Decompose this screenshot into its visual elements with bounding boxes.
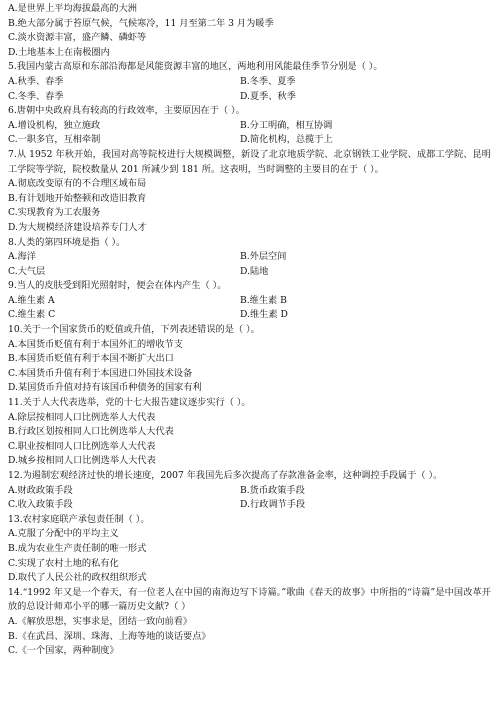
option-row [8, 308, 491, 323]
option-c: C.《一个国家，两种制度》 [8, 645, 119, 657]
option-c: C.维生素 C [8, 309, 56, 321]
option-d: D.行政调节手段 [240, 499, 306, 511]
option-a: A.增设机构，独立施政 [8, 119, 101, 131]
option-a: A.维生素 A [8, 294, 55, 306]
option-c: C.收入政策手段 [8, 499, 73, 511]
option-d: D.某国货币升值对持有该国币种债务的国家有利 [8, 382, 202, 394]
option-c: C.冬季、春季 [8, 90, 64, 102]
question-9 [8, 279, 491, 323]
option-row [8, 250, 491, 265]
question-10 [8, 323, 491, 396]
option-c: C.实现了农村土地的私有化 [8, 557, 119, 569]
option-a: A.秋季、春季 [8, 75, 64, 87]
question-stem: 13.农村家庭联产承包责任制（ ）。 [8, 513, 150, 525]
option-c: C.职业按相同人口比例选举人大代表 [8, 440, 156, 452]
option-row [8, 133, 491, 148]
option-b: B.有计划地开始整顿和改造旧教育 [8, 192, 147, 204]
option-b: B.货币政策手段 [240, 484, 305, 496]
question-stem: 7.从 1952 年秋开始，我国对高等院校进行大规模调整，新设了北京地质学院、北京钢铁工业学院、成都工学院、昆明工学院等学院，院校数量从 201 所减少到 181 所。这表明，当时调整的主要目的在于（ ）。 [8, 148, 491, 175]
option-a: A.克服了分配中的平均主义 [8, 528, 119, 540]
option-b: B.行政区划按相同人口比例选举人大代表 [8, 426, 174, 438]
option-row [8, 75, 491, 90]
question-11 [8, 396, 491, 469]
option-d: D.简化机构，总揽于上 [240, 134, 333, 146]
option-a: A.财政政策手段 [8, 484, 73, 496]
question-stem: 5.我国内蒙古高原和东部沿海都是风能资源丰富的地区，两地利用风能最佳季节分别是（ ）。 [8, 61, 383, 73]
option-row [8, 265, 491, 280]
option-c: C.实现教育为工农服务 [8, 207, 101, 219]
question-6 [8, 104, 491, 148]
option-d: D.陆地 [240, 265, 269, 277]
question-stem: 9.当人的皮肤受到阳光照射时，便会在体内产生（ ）。 [8, 280, 227, 292]
question-14 [8, 586, 491, 659]
option-b: B.绝大部分属于苔原气候，气候寒冷，11 月至第二年 3 月为暖季 [8, 17, 274, 29]
option-a: A.海洋 [8, 251, 36, 263]
option-d: D.夏季、秋季 [240, 90, 296, 102]
option-c: C.本国货币升值有利于本国进口外国技术设备 [8, 367, 193, 379]
option-d: D.土地基本上在南极圈内 [8, 46, 110, 58]
question-stem: 14.“1992 年又是一个春天，有一位老人在中国的南海边写下诗篇。”歌曲《春天的故事》中所指的“诗篇”是中国改革开放的总设计师邓小平的哪一篇历史文献?（ ） [8, 586, 491, 613]
option-row [8, 294, 491, 309]
option-d: D.为大规模经济建设培养专门人才 [8, 221, 147, 233]
option-a: A.除层按相同人口比例选举人大代表 [8, 411, 156, 423]
question-8 [8, 236, 491, 280]
question-5 [8, 60, 491, 104]
question-stem: 6.唐朝中央政府具有较高的行政效率，主要原因在于（ ）。 [8, 105, 245, 117]
option-b: B.《在武昌、深圳、珠海、上海等地的谈话要点》 [8, 630, 211, 642]
option-b: B.维生素 B [240, 294, 287, 306]
question-stem: 11.关于人大代表选举，党的十七大报告建议逐步实行（ ）。 [8, 397, 251, 409]
option-d: D.城乡按相同人口比例选举人大代表 [8, 455, 156, 467]
option-b: B.成为农业生产责任制的唯一形式 [8, 542, 147, 554]
option-row [8, 90, 491, 105]
option-b: B.冬季、夏季 [240, 75, 296, 87]
option-c: C.一职多官，互相牵制 [8, 134, 101, 146]
option-row [8, 119, 491, 134]
option-b: B.本国货币贬值有利于本国不断扩大出口 [8, 353, 174, 365]
question-7 [8, 148, 491, 236]
question-12 [8, 469, 491, 513]
option-d: D.取代了人民公社的政权组织形式 [8, 572, 147, 584]
question-13 [8, 513, 491, 586]
option-a: A.《解放思想，实事求是，团结一致向前看》 [8, 615, 193, 627]
option-row [8, 498, 491, 513]
question-4-options [8, 2, 491, 60]
option-a: A.本国货币贬值有利于本国外汇的增收节支 [8, 338, 183, 350]
option-d: D.维生素 D [240, 309, 288, 321]
option-c: C.大气层 [8, 265, 46, 277]
option-c: C.淡水资源丰富，盛产鳞、磷虾等 [8, 32, 147, 44]
option-row [8, 484, 491, 499]
option-a: A.是世界上平均海拔最高的大洲 [8, 3, 137, 14]
option-a: A.彻底改变原有的不合理区域布局 [8, 178, 147, 190]
option-b: B.分工明确，相互协调 [240, 119, 333, 131]
question-stem: 12.为遏制宏观经济过快的增长速度，2007 年我国先后多次提高了存款准备金率，这种调控手段属于（ ）。 [8, 470, 443, 481]
question-stem: 10.关于一个国家货币的贬值或升值，下列表述错误的是（ ）。 [8, 324, 260, 336]
question-stem: 8.人类的第四环境是指（ ）。 [8, 236, 126, 248]
option-b: B.外层空间 [240, 251, 287, 263]
